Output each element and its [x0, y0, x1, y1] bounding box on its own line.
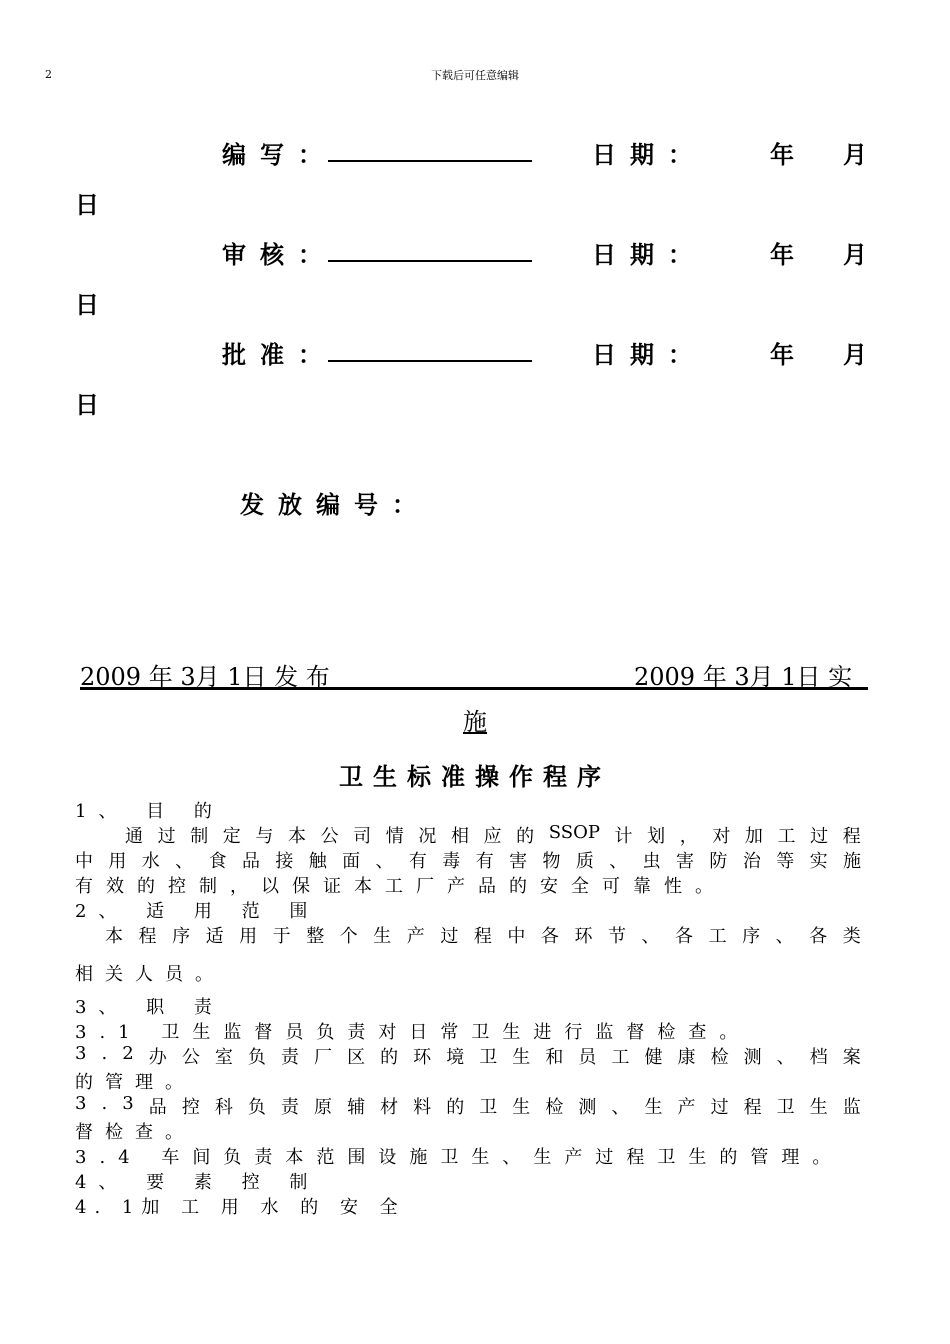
reviewer-signature-line	[328, 260, 532, 262]
text-glyph: 境	[446, 1047, 465, 1068]
text-glyph: 生	[809, 1097, 828, 1118]
text-glyph: 中	[507, 926, 526, 947]
body-line	[75, 1093, 861, 1119]
month-label: 月	[843, 341, 867, 369]
text-glyph: 水	[141, 851, 160, 872]
text-glyph: 科	[214, 1097, 233, 1118]
dates-row	[80, 657, 868, 690]
text-glyph: 办	[148, 1047, 167, 1068]
author-label: 编写：	[222, 141, 336, 169]
text-glyph: 害	[676, 851, 695, 872]
text-glyph: 品	[241, 851, 260, 872]
text-glyph: 有	[475, 851, 494, 872]
reviewer-label: 审核：	[222, 241, 336, 269]
text-glyph: 序	[742, 926, 761, 947]
date-label: 日期：	[592, 241, 706, 269]
text-glyph: 环	[413, 1047, 432, 1068]
text-glyph: 、	[175, 851, 194, 872]
text-glyph: 本	[105, 926, 123, 947]
text-glyph: 通	[125, 826, 143, 847]
text-glyph: 于	[272, 926, 291, 947]
text-glyph: 接	[275, 851, 294, 872]
text-glyph: 面	[342, 851, 361, 872]
text-glyph: 员	[578, 1047, 597, 1068]
text-glyph: ，	[679, 826, 698, 847]
implement-date-tail: 施	[463, 708, 487, 736]
implement-date: 2009 年 3月 1日 实	[634, 663, 853, 691]
text-glyph: 计	[614, 826, 633, 847]
text-glyph: 3	[75, 1043, 87, 1064]
text-glyph: 测	[578, 1097, 597, 1118]
day-label: 日	[75, 191, 99, 219]
text-glyph: 类	[842, 926, 861, 947]
text-glyph: 产	[406, 926, 425, 947]
text-glyph: 过	[710, 1097, 729, 1118]
text-glyph: 物	[542, 851, 561, 872]
text-glyph: 各	[675, 926, 694, 947]
text-glyph: 料	[413, 1097, 432, 1118]
text-glyph: 辅	[347, 1097, 366, 1118]
text-glyph: 测	[743, 1047, 762, 1068]
text-glyph: 与	[255, 826, 274, 847]
text-glyph: 的	[446, 1097, 465, 1118]
text-glyph: 过	[810, 826, 829, 847]
text-glyph: 对	[712, 826, 731, 847]
day-label: 日	[75, 291, 99, 319]
text-glyph: 司	[353, 826, 372, 847]
text-glyph: 责	[280, 1097, 299, 1118]
approver-signature-line	[328, 360, 532, 362]
date-label: 日期：	[592, 141, 706, 169]
text-glyph: 况	[418, 826, 437, 847]
text-glyph: 生	[373, 926, 392, 947]
text-glyph: 生	[512, 1047, 531, 1068]
text-glyph: 等	[776, 851, 795, 872]
author-signature-line	[328, 160, 532, 162]
text-glyph: 室	[214, 1047, 233, 1068]
text-glyph: 材	[380, 1097, 399, 1118]
text-glyph: 康	[677, 1047, 696, 1068]
text-glyph: 本	[287, 826, 306, 847]
text-glyph: 加	[744, 826, 763, 847]
text-glyph: 原	[314, 1097, 333, 1118]
text-glyph: 程	[473, 926, 492, 947]
text-glyph: 实	[809, 851, 828, 872]
text-glyph: 案	[842, 1047, 861, 1068]
text-glyph: 制	[190, 826, 209, 847]
text-glyph: 产	[677, 1097, 696, 1118]
year-label: 年	[770, 241, 794, 269]
subsection-heading: 4. 1加 工 用 水 的 安 全	[75, 1197, 406, 1218]
body-line: 3.4 车间负责本范围设施卫生、生产过程卫生的管理。	[75, 1147, 844, 1168]
section-heading: 3、 职 责	[75, 997, 224, 1018]
text-glyph: 害	[509, 851, 528, 872]
month-label: 月	[843, 141, 867, 169]
body-line: 督检查。	[75, 1122, 195, 1143]
text-glyph: 划	[647, 826, 666, 847]
body-line: 3.1 卫生监督员负责对日常卫生进行监督检查。	[75, 1022, 751, 1043]
text-glyph: 监	[842, 1097, 861, 1118]
text-glyph: 的	[516, 826, 535, 847]
text-glyph: 、	[775, 926, 794, 947]
text-glyph: 质	[575, 851, 594, 872]
text-glyph: 序	[172, 926, 191, 947]
text-glyph: 虫	[642, 851, 661, 872]
text-glyph: 工	[708, 926, 727, 947]
year-label: 年	[770, 341, 794, 369]
text-glyph: 程	[743, 1097, 762, 1118]
text-glyph: 各	[809, 926, 828, 947]
year-label: 年	[770, 141, 794, 169]
text-glyph: 个	[339, 926, 358, 947]
section-heading: 1、 目 的	[75, 801, 224, 822]
text-glyph: 防	[709, 851, 728, 872]
approver-label: 批准：	[222, 341, 336, 369]
text-glyph: 检	[710, 1047, 729, 1068]
text-glyph: 触	[308, 851, 327, 872]
day-label: 日	[75, 391, 99, 419]
date-label: 日期：	[592, 341, 706, 369]
body-line: 的管理。	[75, 1072, 195, 1093]
text-glyph: 卫	[479, 1047, 498, 1068]
text-glyph: 应	[483, 826, 502, 847]
text-glyph: 区	[347, 1047, 366, 1068]
body-line	[75, 847, 861, 873]
text-glyph: 环	[574, 926, 593, 947]
text-glyph: 、	[609, 851, 628, 872]
text-glyph: SSOP	[548, 822, 600, 843]
text-glyph: 负	[247, 1047, 266, 1068]
text-glyph: 工	[611, 1047, 630, 1068]
text-glyph: 3	[122, 1093, 134, 1114]
text-glyph: 过	[440, 926, 459, 947]
text-glyph: 程	[138, 926, 157, 947]
text-glyph: 定	[222, 826, 241, 847]
header-note: 下载后可任意编辑	[431, 69, 519, 82]
text-glyph: 用	[239, 926, 258, 947]
month-label: 月	[843, 241, 867, 269]
text-glyph: 用	[108, 851, 127, 872]
text-glyph: 施	[842, 851, 861, 872]
document-title: 卫生标准操作程序	[339, 763, 611, 791]
text-glyph: 公	[320, 826, 339, 847]
text-glyph: 程	[842, 826, 861, 847]
text-glyph: 和	[545, 1047, 564, 1068]
publish-date: 2009 年 3月 1日 发 布	[80, 663, 330, 691]
text-glyph: 情	[385, 826, 404, 847]
section-heading: 4、 要 素 控 制	[75, 1172, 320, 1193]
text-glyph: 适	[205, 926, 224, 947]
text-glyph: 品	[148, 1097, 167, 1118]
text-glyph: .	[101, 1043, 108, 1064]
text-glyph: 责	[280, 1047, 299, 1068]
section-heading: 2、 适 用 范 围	[75, 901, 320, 922]
text-glyph: 厂	[314, 1047, 333, 1068]
text-glyph: 节	[607, 926, 626, 947]
text-glyph: 、	[611, 1097, 630, 1118]
text-glyph: 2	[122, 1043, 134, 1064]
text-glyph: 相	[450, 826, 469, 847]
text-glyph: 中	[75, 851, 93, 872]
text-glyph: 控	[181, 1097, 200, 1118]
text-glyph: 治	[742, 851, 761, 872]
text-glyph: 食	[208, 851, 227, 872]
text-glyph: 整	[306, 926, 325, 947]
body-line	[105, 922, 861, 948]
text-glyph: 卫	[776, 1097, 795, 1118]
text-glyph: 过	[157, 826, 176, 847]
body-line: 相关人员。	[75, 964, 225, 985]
text-glyph: 卫	[479, 1097, 498, 1118]
text-glyph: 各	[540, 926, 559, 947]
text-glyph: 生	[512, 1097, 531, 1118]
text-glyph: 工	[777, 826, 796, 847]
text-glyph: 公	[181, 1047, 200, 1068]
text-glyph: .	[101, 1093, 108, 1114]
issue-number-label: 发放编号：	[240, 491, 430, 519]
text-glyph: 检	[545, 1097, 564, 1118]
text-glyph: 负	[247, 1097, 266, 1118]
body-line	[125, 822, 861, 848]
text-glyph: 生	[644, 1097, 663, 1118]
text-glyph: 有	[408, 851, 427, 872]
text-glyph: 、	[375, 851, 394, 872]
text-glyph: 、	[641, 926, 660, 947]
text-glyph: 健	[644, 1047, 663, 1068]
text-glyph: 毒	[442, 851, 461, 872]
body-line	[75, 1043, 861, 1069]
page-number: 2	[45, 68, 52, 81]
text-glyph: 3	[75, 1093, 87, 1114]
text-glyph: 的	[380, 1047, 399, 1068]
body-line: 有效的控制，以保证本工厂产品的安全可靠性。	[75, 876, 726, 897]
text-glyph: 、	[776, 1047, 795, 1068]
text-glyph: 档	[809, 1047, 828, 1068]
